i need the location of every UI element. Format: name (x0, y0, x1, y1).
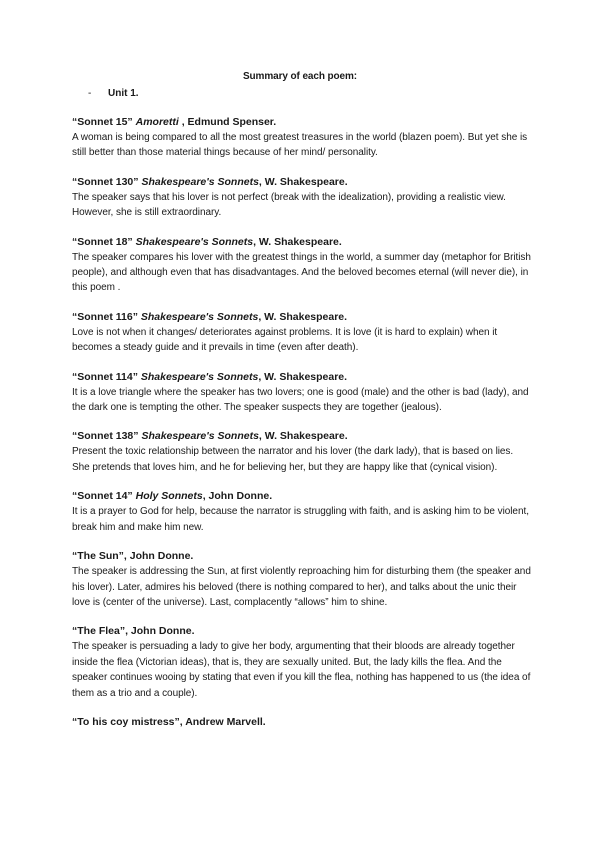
poem-summary: Present the toxic relationship between the narrator and his lover (the dark lady), that is based on lies. She pretends that loves him, and he for believing her, but they are happy like that (cynical vision). (72, 446, 514, 473)
poem-entry-sonnet-14 (72, 489, 532, 535)
poem-work: Holy Sonnets (135, 490, 203, 503)
poem-entry-sonnet-15 (72, 115, 532, 161)
poem-title-quote: “Sonnet 116” (72, 310, 138, 323)
poem-title-quote: “Sonnet 114” (72, 370, 138, 383)
poem-entry-to-his-coy-mistress (72, 715, 532, 729)
poem-work: Shakespeare's Sonnets (140, 370, 259, 383)
document-title: Summary of each poem: (242, 71, 358, 82)
poem-summary: The speaker says that his lover is not perfect (break with the idealization), providing a realistic view. However, she is still extraordinary. (72, 191, 506, 219)
poem-title-quote: “Sonnet 138” (72, 430, 139, 443)
poem-entry-the-flea (72, 624, 532, 701)
poem-title (72, 489, 532, 503)
poem-summary: The speaker is persuading a lady to give her body, argumenting that their bloods are already together inside the flea (Victorian ideas), that is, they are sexually united. But, the lady kills the flea. And the speaker continues wooing by stating that even if you kill the flea, nothing has happened to us (the idea of them as a trio and a couple). (72, 641, 531, 699)
poem-summary: The speaker is addressing the Sun, at first violently reproaching him for disturbing them (the speaker and his lover). Later, admires his beloved (there is nothing compared to her), and talks about the unic their love is (center of the universe). Last, complacently “allows” him to shine. (72, 566, 531, 608)
poem-title-quote: “Sonnet 130” (72, 175, 139, 188)
poem-entry-sonnet-114 (72, 370, 532, 416)
poem-work: Shakespeare's Sonnets (141, 175, 259, 188)
poem-entry-sonnet-18 (72, 235, 532, 296)
poem-title (72, 429, 532, 443)
unit-heading (88, 88, 139, 99)
poem-author: , Edmund Spenser. (181, 116, 277, 128)
poem-work: Shakespeare's Sonnets (135, 235, 254, 248)
poem-title: “To his coy mistress”, Andrew Marvell. (72, 715, 266, 728)
poem-title (72, 370, 532, 384)
poem-entry-sonnet-130 (72, 175, 532, 221)
poem-author: , W. Shakespeare. (253, 235, 342, 248)
poem-author: , W. Shakespeare. (258, 370, 348, 383)
poem-work: Amoretti (135, 116, 179, 128)
poem-author: , John Donne. (202, 490, 273, 503)
poem-title (72, 310, 532, 324)
poem-entry-the-sun (72, 549, 532, 610)
poem-work: Shakespeare's Sonnets (140, 310, 259, 323)
poem-summary: It is a love triangle where the speaker has two lovers; one is good (male) and the other is bad (lady), and the dark one is tempting the other. The speaker suspects they are together (jealous). (72, 386, 529, 414)
poem-title (72, 235, 532, 249)
poem-author: , W. Shakespeare. (258, 310, 348, 323)
poem-title: “The Sun”, John Donne. (72, 550, 194, 563)
poem-title-quote: “Sonnet 18” (72, 235, 133, 248)
poem-title-quote: “Sonnet 15” (72, 116, 133, 128)
poem-summary: Love is not when it changes/ deteriorates against problems. It is love (it is hard to explain) when it becomes a steady guide and it prevails in time (even after death). (72, 326, 498, 354)
poem-title: “The Flea”, John Donne. (72, 625, 195, 638)
poem-entry-sonnet-138 (72, 429, 532, 475)
poem-summary: It is a prayer to God for help, because the narrator is struggling with faith, and is asking him to be violent, break him and make him new. (72, 506, 529, 533)
poem-list (72, 115, 532, 743)
poem-title-quote: “Sonnet 14” (72, 490, 133, 503)
poem-author: , W. Shakespeare. (258, 430, 348, 443)
unit-label: Unit 1. (108, 88, 139, 99)
poem-work: Shakespeare's Sonnets (141, 430, 259, 443)
poem-title (72, 115, 532, 129)
poem-author: , W. Shakespeare. (258, 175, 348, 188)
poem-summary: A woman is being compared to all the most greatest treasures in the world (blazen poem). But yet she is still better than those material things because of her mind/ personality. (72, 132, 528, 159)
list-dash: - (88, 88, 92, 99)
poem-summary: The speaker compares his lover with the greatest things in the world, a summer day (metaphor for British people), and although even that has disadvantages. And the beloved becomes eternal (will never die), in this poem . (72, 251, 531, 294)
poem-entry-sonnet-116 (72, 310, 532, 356)
poem-title (72, 175, 532, 189)
